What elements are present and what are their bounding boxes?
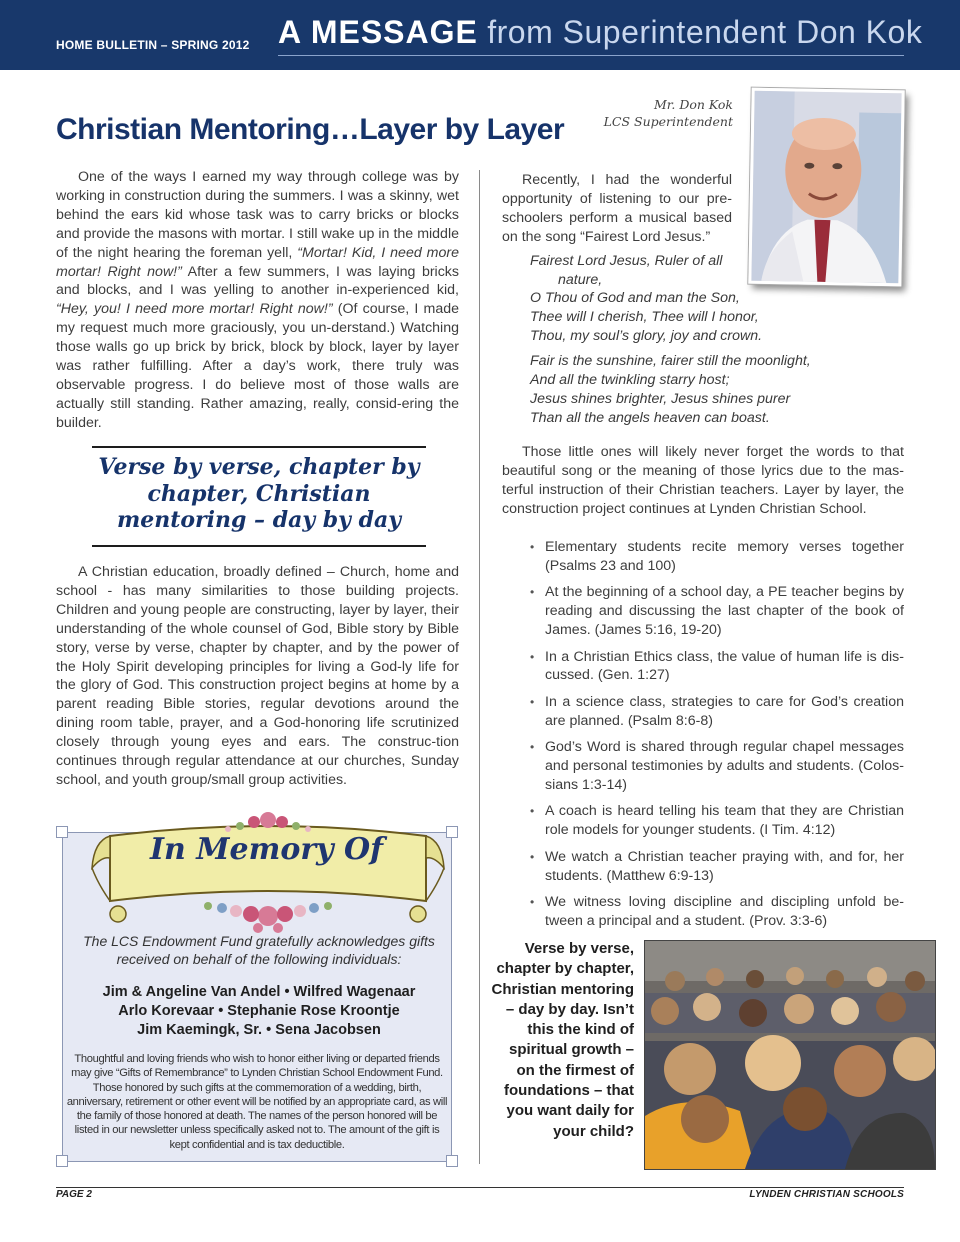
hymn-line: Jesus shines brighter, Jesus shines purer <box>530 390 791 407</box>
memorial-intro: The LCS Endowment Fund gratefully acknowledges gifts received on behalf of the following individuals: <box>83 933 435 967</box>
caption-name: Mr. Don Kok <box>653 97 733 112</box>
list-item: • We witness loving discipline and discipling unfold be-tween a principal and a student. (Prov. 3:3-6) <box>502 893 904 931</box>
header-title-bold: A MESSAGE <box>278 14 478 50</box>
footer-rule <box>56 1187 904 1188</box>
hymn-line: Fairest Lord Jesus, Ruler of all <box>530 253 723 269</box>
list-item: • God’s Word is shared through regular chapel messages and personal testimonies by adults and students. (Colos-sians 1:3-14) <box>502 738 904 795</box>
article-paragraph-1: One of the ways I earned my way through college was by working in construction during the summers. I was a skinny, wet behind the ears kid whose task was to carry bricks or blocks and provide the masons with mortar. I still wake up in the middle of the night hearing the foreman yell, “Mortar! Kid, I need more mortar! Right now!” After a few summers, I was laying bricks and blocks, and I was yelling to another in-experienced kid, “Hey, you! I need more mortar! Right now!” (Of course, I made my request much more graciously, you un-derstand.) Watching those walls go up brick by brick, block by block, layer by layer was rather fulfilling. After a day’s work, there truly was observable progress. I do believe most of those walls are actually still standing. Rather amazing, really, consid-ering the builder. <box>56 169 459 431</box>
list-item: • A coach is heard telling his team that they are Christian role models for younger students. (I Tim. 4:12) <box>502 802 904 840</box>
students-photo <box>644 940 936 1170</box>
memorial-box-corner <box>56 1155 68 1167</box>
pullquote: Verse by verse, chapter by chapter, Christian mentoring – day by day <box>98 454 420 533</box>
hymn-verse <box>530 352 910 428</box>
article-paragraph-2: A Christian education, broadly defined – Church, home and school - has many similarities to those building projects. Children and young people are constructing, layer by layer, their understanding of the whole counsel of God, Bible story by Bible story, verse by verse, chapter by chapter, and by the power of the Holy Spirit developing principles for living a God-ly life for the glory of God. This construction project begins at home by a parent reading Bible stories, regular devotions around the dining room table, prayer, and a God-honoring life scrutinized closely through young eyes and ears. The construc-tion continues through regular attendance at our churches, Sunday school, and youth group/small group activities. <box>56 564 459 788</box>
memorial-fine-print: Thoughtful and loving friends who wish to honor either living or departed friends may give “Gifts of Remembrance” to Lynden Christian School Endowment Fund. Those honored by such gifts at the commemoration of a wedding, birth, anniversary, retirement or other event will be notified by an appropriate card, as will the family of those honored at death. The names of the person honored will be listed in our newsletter unless specifically asked not to. The amount of the gift is kept confidential and is tax deductible. <box>66 1053 448 1151</box>
hymn-line: Fair is the sunshine, fairer still the moonlight, <box>530 353 811 369</box>
list-item: • Elementary students recite memory verses together (Psalms 23 and 100) <box>502 538 904 576</box>
hymn-verse <box>530 252 730 290</box>
hymn-line: O Thou of God and man the Son, <box>530 290 740 306</box>
memorial-box-corner <box>446 1155 458 1167</box>
photo-caption <box>560 96 733 130</box>
quote-mortar: “Mortar! Kid, I need more mortar! Right now!” <box>56 244 459 280</box>
flower-icon <box>204 902 332 933</box>
bulletin-label: HOME BULLETIN – SPRING 2012 <box>56 38 250 52</box>
hymn-line: Thou, my soul’s glory, joy and crown. <box>530 327 763 344</box>
right-paragraph-1: Recently, I had the wonderful opportunity of listening to our pre-schoolers perform a musical based on the song “Fairest Lord Jesus.” <box>502 172 732 245</box>
superintendent-photo <box>748 88 904 287</box>
memorial-names-line: Jim & Angeline Van Andel • Wilfred Wagenaar <box>102 984 416 1000</box>
header-band <box>0 0 960 70</box>
hymn-verse <box>530 289 910 346</box>
callout-text: Verse by verse, chapter by chapter, Christian mentoring – day by day. Isn’t this the kind of spiritual growth – on the firmest of foundations – that you want daily for your child? <box>491 940 634 1140</box>
header-title <box>278 14 922 51</box>
memorial-names-line: Jim Kaemingk, Sr. • Sena Jacobsen <box>137 1022 381 1038</box>
header-title-rest: from Superintendent Don Kok <box>487 14 923 50</box>
hymn-line: Than all the angels heaven can boast. <box>530 409 770 426</box>
pullquote-rule-top <box>92 446 426 448</box>
list-item: • At the beginning of a school day, a PE teacher begins by reading and discussing the last chapter of the book of James. (James 5:16, 19-20) <box>502 583 904 640</box>
page-number: PAGE 2 <box>56 1189 92 1200</box>
quote-hey-you: “Hey, you! I need more mortar! Right now!” <box>56 301 333 318</box>
list-item: • In a Christian Ethics class, the value of human life is dis-cussed. (Gen. 1:27) <box>502 648 904 686</box>
school-name: LYNDEN CHRISTIAN SCHOOLS <box>749 1189 904 1200</box>
hymn-line: nature, <box>558 271 603 288</box>
students-image <box>645 941 935 1169</box>
examples-list <box>502 538 904 938</box>
pullquote-rule-bottom <box>92 545 426 547</box>
hymn-line: And all the twinkling starry host; <box>530 371 730 388</box>
memorial-names-line: Arlo Korevaar • Stephanie Rose Kroontje <box>118 1003 400 1019</box>
column-divider <box>479 170 480 1164</box>
header-rule <box>278 55 904 56</box>
list-item: • We watch a Christian teacher praying with, and for, her students. (Matthew 6:9-13) <box>502 848 904 886</box>
memorial-banner-graphic <box>88 806 448 936</box>
memorial-names <box>70 983 448 1040</box>
hymn-line: Thee will I cherish, Thee will I honor, <box>530 308 759 325</box>
article-title: Christian Mentoring…Layer by Layer <box>56 113 565 146</box>
memorial-banner-title: In Memory Of <box>150 832 384 867</box>
memorial-box-corner <box>56 826 68 838</box>
caption-role: LCS Superintendent <box>603 114 733 129</box>
list-item: • In a science class, strategies to care for God’s creation are planned. (Psalm 8:6-8) <box>502 693 904 731</box>
portrait-image <box>751 91 901 284</box>
right-paragraph-2: Those little ones will likely never forget the words to that beautiful song or the meaning of those lyrics due to the mas-terful instruction of their Christian teachers. Layer by layer, the construction project continues at Lynden Christian School. <box>502 444 904 517</box>
